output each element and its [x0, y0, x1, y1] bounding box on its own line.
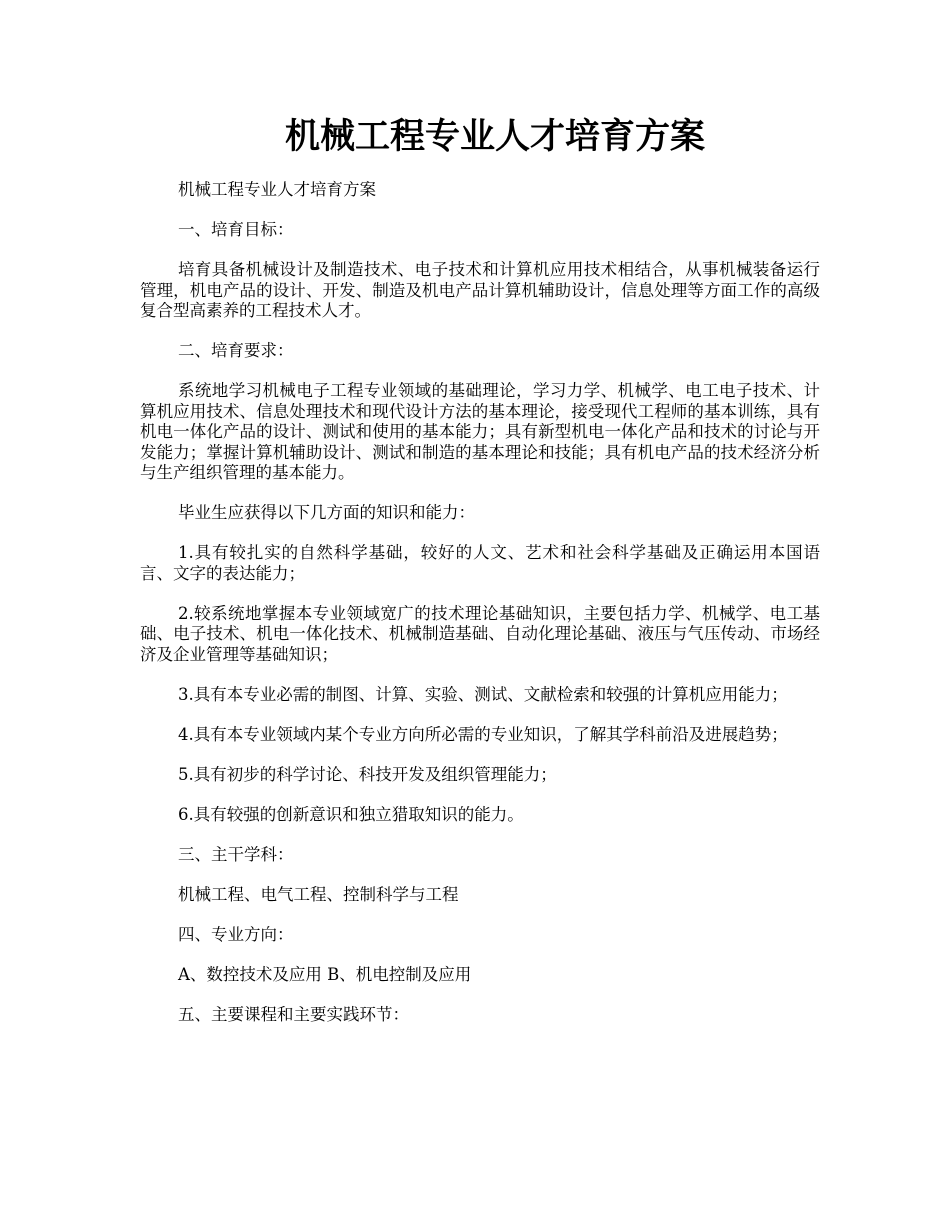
- paragraph-disciplines: 机械工程、电气工程、控制科学与工程: [178, 884, 459, 904]
- section-heading-requirements: 二、培育要求：: [178, 341, 294, 360]
- section-heading-courses: 五、主要课程和主要实践环节：: [178, 1004, 409, 1024]
- section-heading-disciplines: 三、主干学科：: [178, 844, 294, 864]
- document-body: [140, 180, 820, 1045]
- paragraph-directions: A、数控技术及应用 B、机电控制及应用: [178, 964, 472, 984]
- paragraph-requirements: 系统地学习机械电子工程专业领域的基础理论，学习力学、机械学、电工电子技术、计算机应用技术、信息处理技术和现代设计方法的基本理论，接受现代工程师的基本训练，具有机电一体化产品的设计、测试和使用的基本能力；具有新型机电一体化产品和技术的讨论与开发能力；掌握计算机辅助设计、测试和制造的基本理论和技能；具有机电产品的技术经济分析与生产组织管理的基本能力。: [140, 381, 820, 482]
- section-heading-directions: 四、专业方向：: [178, 924, 294, 944]
- list-item-ability-5: 5.具有初步的科学讨论、科技开发及组织管理能力；: [178, 764, 557, 784]
- section-heading-goals: 一、培育目标：: [178, 220, 294, 239]
- list-item-ability-3: 3.具有本专业必需的制图、计算、实验、测试、文献检索和较强的计算机应用能力；: [178, 684, 788, 704]
- document-title: 机械工程专业人才培育方案: [284, 116, 705, 157]
- list-item-ability-2: 2.较系统地掌握本专业领域宽广的技术理论基础知识，主要包括力学、机械学、电工基础、电子技术、机电一体化技术、机械制造基础、自动化理论基础、液压与气压传动、市场经济及企业管理等基础知识；: [140, 603, 820, 664]
- paragraph-goals: 培育具备机械设计及制造技术、电子技术和计算机应用技术相结合，从事机械装备运行管理，机电产品的设计、开发、制造及机电产品计算机辅助设计，信息处理等方面工作的高级复合型高素养的工程技术人才。: [140, 260, 820, 320]
- list-item-ability-6: 6.具有较强的创新意识和独立猎取知识的能力。: [178, 804, 524, 824]
- list-item-ability-1: 1.具有较扎实的自然科学基础，较好的人文、艺术和社会科学基础及正确运用本国语言、文字的表达能力；: [140, 543, 820, 583]
- list-item-ability-4: 4.具有本专业领域内某个专业方向所必需的专业知识，了解其学科前沿及进展趋势；: [178, 724, 788, 744]
- paragraph-subtitle: 机械工程专业人才培育方案: [178, 180, 376, 199]
- paragraph-abilities-intro: 毕业生应获得以下几方面的知识和能力：: [178, 503, 475, 522]
